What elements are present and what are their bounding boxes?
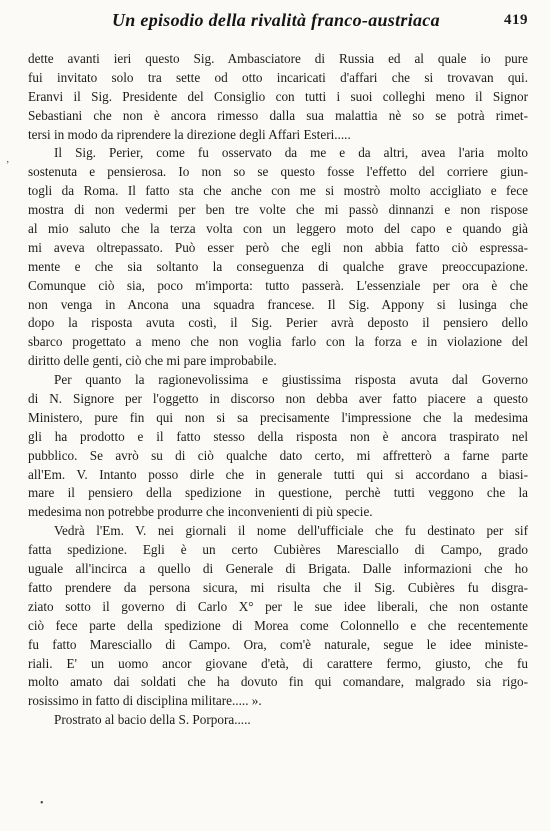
paragraph [28, 522, 528, 730]
page-header [0, 10, 550, 36]
text-line: Il Sig. Perier, come fu osservato da me e da altri, avea l'aria molto [54, 145, 528, 161]
document-body [28, 50, 528, 730]
margin-mark: ’ [6, 160, 10, 171]
text-line: mare il pensiero della spedizione in questione, perchè tutti veggono che la [28, 485, 528, 501]
text-line: molto amato dai soldati che ha dovuto fin qui comandare, malgrado sia rigo- [28, 674, 528, 690]
text-line: uguale all'incirca a quello di Generale di Brigata. Dalle informazioni che ho [28, 561, 528, 577]
text-line: gli ha prodotto e il fatto stesso della risposta non è ancora traspirato nel [28, 428, 528, 444]
text-line: togli da Roma. Il fatto sta che anche con me si mostrò molto accigliato e fece [28, 183, 528, 199]
text-line: riali. E' un uomo ancor giovane d'età, di carattere fermo, giusto, che fu [28, 655, 528, 671]
text-line: pubblico. Se avrò su di ciò qualche dato certo, mi affretterò a farne parte [28, 447, 528, 463]
text-line: fui invitato solo tra sette od otto incaricati d'affari che si trovavan qui. [28, 69, 528, 85]
text-line: sbarco progettato a meno che non voglia farlo con la forza e in violazione del [28, 334, 528, 350]
text-line: ciò fece parte della spedizione di Morea come Colonnello e che recentemente [28, 617, 528, 633]
paragraph [28, 371, 528, 522]
page-number: 419 [504, 12, 528, 28]
text-line: Vedrà l'Em. V. nei giornali il nome dell'ufficiale che fu destinato per sif [54, 523, 528, 539]
closing-line: Prostrato al bacio della S. Porpora..... [54, 712, 251, 728]
text-line: diritto delle genti, ciò che mi pare improbabile. [28, 353, 277, 369]
running-head: Un episodio della rivalità franco-austriaca [112, 10, 440, 30]
text-line: Eranvi il Sig. Presidente del Consiglio con tutti i suoi colleghi meno il Signor [28, 88, 528, 104]
text-line: mi aveva oltrepassato. Può esser però che egli non abbia fatto ciò espressa- [28, 239, 528, 255]
text-line: sostenuta e pensierosa. Io non so se questo fosse l'effetto del corriere giun- [28, 164, 528, 180]
text-line: dette avanti ieri questo Sig. Ambasciatore di Russia ed al quale io pure [28, 51, 528, 66]
text-line: medesima non potrebbe produrre che inconvenienti di più specie. [28, 504, 373, 520]
text-line: mostra di non vedermi per ben tre volte che mi passò dinnanzi e non rispose [28, 202, 528, 218]
text-line: Comunque ciò sia, poco m'importa: tutto passerà. L'essenziale per ora è che [28, 277, 528, 293]
paragraph [28, 50, 528, 144]
text-line: fu fatto Maresciallo di Campo. Ora, com'è naturale, segue le idee ministe- [28, 636, 528, 652]
text-line: dopo la risposta avuta costì, il Sig. Perier avrà deposto il pensiero dello [28, 315, 528, 331]
text-line: fatta spedizione. Egli è un certo Cubières Maresciallo di Campo, grado [28, 542, 528, 558]
text-line: mente e che sia soltanto la conseguenza di qualche grave preoccupazione. [28, 258, 528, 274]
text-line: tersi in modo da riprendere la direzione degli Affari Esteri..... [28, 126, 351, 142]
text-line: Per quanto la ragionevolissima e giustissima risposta avuta dal Governo [54, 372, 528, 388]
paragraph [28, 144, 528, 371]
text-line: fatto prendere da persona sicura, mi risulta che il Sig. Cubières fu disgra- [28, 579, 528, 595]
text-line: Ministero, pure fin qui non si sa precisamente l'impressione che la medesima [28, 409, 528, 425]
text-line: all'Em. V. Intanto posso dirle che in generale tutti qui si accordano a biasi- [28, 466, 528, 482]
text-line: rosissimo in fatto di disciplina militare..... ». [28, 693, 262, 709]
text-line: di N. Signore per l'oggetto in discorso non debba aver fatto piacere a questo [28, 391, 528, 407]
text-line: ziato sotto il governo di Carlo X° per le sue idee liberali, che non ostante [28, 598, 528, 614]
text-line: non venga in Ancona una squadra francese. Il Sig. Appony si lusinga che [28, 296, 528, 312]
margin-mark: • [40, 798, 44, 809]
text-line: Sebastiani che non è ancora rimesso dalla sua malattia nè so se potrà rimet- [28, 107, 528, 123]
text-line: al mio saluto che la terza volta con un leggero moto del capo e quando già [28, 221, 528, 237]
